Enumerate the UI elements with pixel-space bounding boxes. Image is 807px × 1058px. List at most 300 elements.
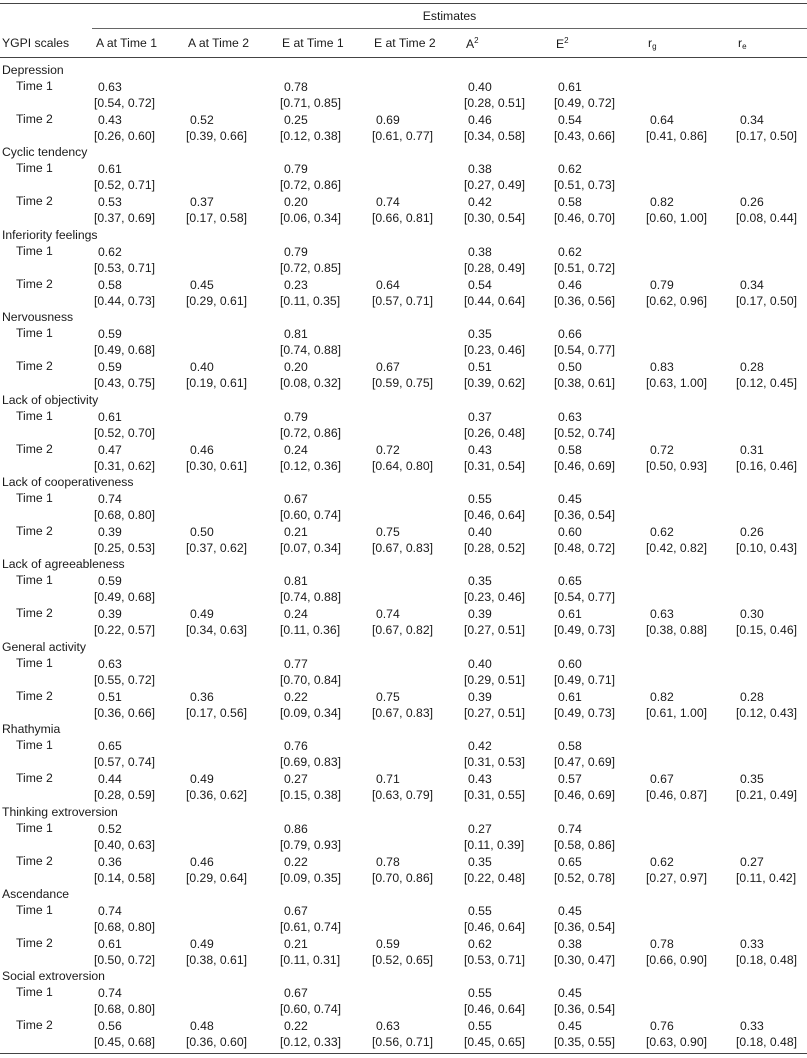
estimate-value: 0.76: [650, 1019, 674, 1034]
confidence-interval: [0.63, 1.00]: [646, 376, 707, 391]
header-rg: $r_g$: [648, 36, 657, 51]
time-1-label: Time 1: [16, 655, 53, 670]
confidence-interval: [0.12, 0.43]: [736, 705, 797, 720]
time-1-label: Time 1: [16, 573, 53, 588]
confidence-interval: [0.74, 0.88]: [280, 343, 341, 358]
confidence-interval: [0.49, 0.72]: [554, 96, 615, 110]
estimate-value: 0.62: [468, 937, 492, 951]
confidence-interval: [0.60, 0.74]: [280, 1002, 341, 1017]
confidence-interval: [0.28, 0.49]: [464, 260, 525, 275]
estimate-value: 0.67: [376, 360, 400, 375]
estimate-value: 0.69: [376, 113, 400, 127]
confidence-interval: [0.46, 0.69]: [554, 788, 615, 803]
estimate-value: 0.53: [98, 195, 122, 210]
confidence-interval: [0.61, 0.74]: [280, 920, 341, 934]
confidence-interval: [0.72, 0.86]: [280, 178, 341, 193]
estimate-value: 0.35: [468, 574, 492, 589]
confidence-interval: [0.36, 0.54]: [554, 508, 615, 522]
confidence-interval: [0.53, 0.71]: [464, 953, 525, 967]
confidence-interval: [0.27, 0.97]: [646, 870, 707, 885]
confidence-interval: [0.11, 0.42]: [736, 870, 797, 885]
estimate-value: 0.46: [558, 277, 582, 292]
estimate-value: 0.59: [98, 574, 122, 589]
confidence-interval: [0.22, 0.57]: [94, 623, 155, 638]
estimate-value: 0.63: [376, 1019, 400, 1034]
confidence-interval: [0.11, 0.39]: [464, 837, 525, 852]
time-2-label: Time 2: [16, 688, 53, 703]
estimate-value: 0.65: [558, 854, 582, 869]
estimate-value: 0.34: [740, 113, 764, 127]
estimate-value: 0.49: [190, 607, 214, 622]
estimate-value: 0.61: [558, 607, 582, 622]
estimate-value: 0.30: [740, 607, 764, 622]
time-1-label: Time 1: [16, 408, 53, 423]
estimate-value: 0.59: [98, 360, 122, 375]
confidence-interval: [0.66, 0.90]: [646, 953, 707, 967]
estimate-value: 0.51: [468, 360, 492, 375]
estimate-value: 0.44: [98, 772, 122, 787]
time-2-label: Time 2: [16, 936, 53, 950]
estimate-value: 0.74: [376, 195, 400, 210]
estimate-value: 0.59: [376, 937, 400, 951]
scale-name: Depression: [2, 63, 64, 77]
confidence-interval: [0.36, 0.62]: [186, 788, 247, 803]
confidence-interval: [0.38, 0.61]: [554, 376, 615, 391]
confidence-interval: [0.54, 0.77]: [554, 343, 615, 358]
confidence-interval: [0.48, 0.72]: [554, 541, 615, 555]
estimate-value: 0.78: [650, 937, 674, 951]
confidence-interval: [0.64, 0.80]: [372, 458, 433, 473]
estimate-value: 0.45: [558, 1019, 582, 1034]
estimate-value: 0.82: [650, 689, 674, 704]
scale-name: Nervousness: [2, 310, 74, 325]
confidence-interval: [0.43, 0.66]: [554, 129, 615, 143]
estimate-value: 0.45: [190, 277, 214, 292]
confidence-interval: [0.36, 0.56]: [554, 293, 615, 308]
confidence-interval: [0.70, 0.84]: [280, 672, 341, 687]
confidence-interval: [0.27, 0.51]: [464, 705, 525, 720]
confidence-interval: [0.69, 0.83]: [280, 755, 341, 770]
header-a-squared: $A^2$: [466, 36, 479, 51]
header-ygpi-scales: YGPI scales: [2, 36, 70, 50]
scale-name: Lack of cooperativeness: [2, 475, 134, 489]
confidence-interval: [0.39, 0.66]: [186, 129, 247, 143]
confidence-interval: [0.31, 0.62]: [94, 458, 155, 473]
confidence-interval: [0.70, 0.86]: [372, 870, 433, 885]
estimate-value: 0.60: [558, 656, 582, 671]
estimate-value: 0.75: [376, 689, 400, 704]
estimate-value: 0.58: [558, 442, 582, 457]
confidence-interval: [0.36, 0.54]: [554, 1002, 615, 1017]
confidence-interval: [0.21, 0.49]: [736, 788, 797, 803]
estimate-value: 0.56: [98, 1019, 122, 1034]
confidence-interval: [0.26, 0.48]: [464, 425, 525, 440]
header-e-squared: $E^2$: [556, 36, 569, 51]
confidence-interval: [0.46, 0.64]: [464, 1002, 525, 1017]
scale-name: Cyclic tendency: [2, 145, 88, 160]
estimate-value: 0.40: [468, 656, 492, 671]
estimate-value: 0.36: [190, 689, 214, 704]
estimate-value: 0.52: [98, 821, 122, 836]
estimates-spanner-label: Estimates: [422, 9, 477, 23]
estimate-value: 0.55: [468, 986, 492, 1001]
estimate-value: 0.71: [376, 772, 400, 787]
estimate-value: 0.55: [468, 904, 492, 918]
confidence-interval: [0.18, 0.48]: [736, 953, 797, 967]
estimate-value: 0.61: [98, 409, 122, 424]
header-re: $r_e$: [738, 36, 747, 51]
estimate-value: 0.81: [284, 574, 308, 589]
estimate-value: 0.74: [98, 986, 122, 1001]
confidence-interval: [0.52, 0.74]: [554, 425, 615, 440]
confidence-interval: [0.09, 0.34]: [280, 705, 341, 720]
estimate-value: 0.63: [650, 607, 674, 622]
confidence-interval: [0.40, 0.63]: [94, 837, 155, 852]
estimate-value: 0.61: [558, 80, 582, 94]
confidence-interval: [0.45, 0.68]: [94, 1035, 155, 1050]
scale-name: Lack of agreeableness: [2, 557, 125, 572]
estimate-value: 0.50: [558, 360, 582, 375]
estimate-value: 0.62: [558, 244, 582, 259]
estimate-value: 0.75: [376, 525, 400, 539]
confidence-interval: [0.50, 0.72]: [94, 953, 155, 967]
estimate-value: 0.23: [284, 277, 308, 292]
confidence-interval: [0.53, 0.71]: [94, 260, 155, 275]
time-2-label: Time 2: [16, 112, 53, 126]
confidence-interval: [0.11, 0.31]: [280, 953, 341, 967]
estimate-value: 0.46: [190, 854, 214, 869]
header-e-time1: E at Time 1: [282, 36, 344, 50]
estimate-value: 0.74: [98, 904, 122, 918]
estimate-value: 0.45: [558, 492, 582, 506]
estimate-value: 0.45: [558, 986, 582, 1001]
confidence-interval: [0.49, 0.73]: [554, 705, 615, 720]
confidence-interval: [0.25, 0.53]: [94, 541, 155, 555]
estimate-value: 0.63: [558, 409, 582, 424]
confidence-interval: [0.34, 0.58]: [464, 129, 525, 143]
estimate-value: 0.67: [650, 772, 674, 787]
confidence-interval: [0.52, 0.78]: [554, 870, 615, 885]
confidence-interval: [0.57, 0.74]: [94, 755, 155, 770]
confidence-interval: [0.28, 0.52]: [464, 541, 525, 555]
scale-name: Lack of objectivity: [2, 392, 99, 407]
estimate-value: 0.79: [284, 162, 308, 177]
estimate-value: 0.48: [190, 1019, 214, 1034]
estimate-value: 0.22: [284, 1019, 308, 1034]
confidence-interval: [0.14, 0.58]: [94, 870, 155, 885]
estimate-value: 0.33: [740, 1019, 764, 1034]
confidence-interval: [0.67, 0.82]: [372, 623, 433, 638]
estimate-value: 0.72: [376, 442, 400, 457]
estimate-value: 0.25: [284, 113, 308, 127]
estimate-value: 0.20: [284, 195, 308, 210]
time-2-label: Time 2: [16, 1018, 53, 1033]
estimate-value: 0.54: [558, 113, 582, 127]
estimate-value: 0.35: [740, 772, 764, 787]
confidence-interval: [0.27, 0.49]: [464, 178, 525, 193]
estimate-value: 0.74: [98, 492, 122, 506]
estimate-value: 0.38: [468, 244, 492, 259]
estimate-value: 0.74: [558, 821, 582, 836]
time-2-label: Time 2: [16, 194, 53, 209]
estimate-value: 0.74: [376, 607, 400, 622]
confidence-interval: [0.39, 0.62]: [464, 376, 525, 391]
estimate-value: 0.60: [558, 525, 582, 539]
estimate-value: 0.61: [98, 162, 122, 177]
estimate-value: 0.79: [284, 409, 308, 424]
estimate-value: 0.38: [558, 937, 582, 951]
confidence-interval: [0.71, 0.85]: [280, 96, 341, 110]
spanner-rule: [92, 28, 807, 29]
estimate-value: 0.59: [98, 327, 122, 342]
confidence-interval: [0.31, 0.53]: [464, 755, 525, 770]
confidence-interval: [0.30, 0.54]: [464, 211, 525, 226]
confidence-interval: [0.63, 0.90]: [646, 1035, 707, 1050]
estimate-value: 0.33: [740, 937, 764, 951]
confidence-interval: [0.12, 0.38]: [280, 129, 341, 143]
confidence-interval: [0.43, 0.75]: [94, 376, 155, 391]
confidence-interval: [0.72, 0.86]: [280, 425, 341, 440]
confidence-interval: [0.36, 0.60]: [186, 1035, 247, 1050]
estimate-value: 0.24: [284, 607, 308, 622]
confidence-interval: [0.46, 0.87]: [646, 788, 707, 803]
estimate-value: 0.27: [740, 854, 764, 869]
estimate-value: 0.58: [98, 277, 122, 292]
bottom-rule: [0, 1053, 807, 1054]
confidence-interval: [0.51, 0.73]: [554, 178, 615, 193]
confidence-interval: [0.11, 0.35]: [280, 293, 341, 308]
confidence-interval: [0.22, 0.48]: [464, 870, 525, 885]
confidence-interval: [0.60, 1.00]: [646, 211, 707, 226]
estimate-value: 0.82: [650, 195, 674, 210]
confidence-interval: [0.16, 0.46]: [736, 458, 797, 473]
confidence-interval: [0.44, 0.64]: [464, 293, 525, 308]
estimate-value: 0.55: [468, 492, 492, 506]
confidence-interval: [0.28, 0.51]: [464, 96, 525, 110]
scale-name: Inferiority feelings: [2, 227, 98, 242]
estimate-value: 0.36: [98, 854, 122, 869]
estimate-value: 0.39: [98, 607, 122, 622]
confidence-interval: [0.29, 0.51]: [464, 672, 525, 687]
estimate-value: 0.39: [468, 607, 492, 622]
confidence-interval: [0.08, 0.44]: [736, 211, 797, 226]
confidence-interval: [0.46, 0.69]: [554, 458, 615, 473]
estimate-value: 0.79: [284, 244, 308, 259]
estimate-value: 0.46: [190, 442, 214, 457]
estimate-value: 0.62: [558, 162, 582, 177]
estimate-value: 0.38: [468, 162, 492, 177]
confidence-interval: [0.28, 0.59]: [94, 788, 155, 803]
time-1-label: Time 1: [16, 161, 53, 176]
scale-name: Thinking extroversion: [2, 804, 118, 819]
estimate-value: 0.31: [740, 442, 764, 457]
time-2-label: Time 2: [16, 524, 53, 538]
estimate-value: 0.52: [190, 113, 214, 127]
confidence-interval: [0.72, 0.85]: [280, 260, 341, 275]
scale-name: Rhathymia: [2, 722, 61, 737]
estimate-value: 0.22: [284, 854, 308, 869]
estimate-value: 0.76: [284, 739, 308, 754]
estimate-value: 0.27: [468, 821, 492, 836]
estimate-value: 0.46: [468, 113, 492, 127]
confidence-interval: [0.49, 0.73]: [554, 623, 615, 638]
estimate-value: 0.83: [650, 360, 674, 375]
estimate-value: 0.58: [558, 739, 582, 754]
confidence-interval: [0.15, 0.46]: [736, 623, 797, 638]
confidence-interval: [0.30, 0.47]: [554, 953, 615, 967]
confidence-interval: [0.57, 0.71]: [372, 293, 433, 308]
estimate-value: 0.26: [740, 195, 764, 210]
confidence-interval: [0.30, 0.61]: [186, 458, 247, 473]
confidence-interval: [0.23, 0.46]: [464, 590, 525, 605]
estimate-value: 0.61: [98, 937, 122, 951]
confidence-interval: [0.62, 0.96]: [646, 293, 707, 308]
confidence-interval: [0.51, 0.72]: [554, 260, 615, 275]
estimate-value: 0.21: [284, 937, 308, 951]
confidence-interval: [0.61, 0.77]: [372, 129, 433, 143]
confidence-interval: [0.52, 0.70]: [94, 425, 155, 440]
confidence-interval: [0.38, 0.61]: [186, 953, 247, 967]
time-1-label: Time 1: [16, 243, 53, 258]
estimate-value: 0.37: [468, 409, 492, 424]
confidence-interval: [0.06, 0.34]: [280, 211, 341, 226]
estimate-value: 0.67: [284, 492, 308, 506]
confidence-interval: [0.08, 0.32]: [280, 376, 341, 391]
confidence-interval: [0.17, 0.50]: [736, 129, 797, 143]
confidence-interval: [0.12, 0.33]: [280, 1035, 341, 1050]
confidence-interval: [0.74, 0.88]: [280, 590, 341, 605]
confidence-interval: [0.66, 0.81]: [372, 211, 433, 226]
scale-name: Ascendance: [2, 887, 70, 901]
header-rule: [0, 57, 807, 58]
estimate-value: 0.49: [190, 937, 214, 951]
confidence-interval: [0.49, 0.71]: [554, 672, 615, 687]
time-1-label: Time 1: [16, 820, 53, 835]
estimate-value: 0.81: [284, 327, 308, 342]
estimate-value: 0.65: [98, 739, 122, 754]
confidence-interval: [0.46, 0.64]: [464, 508, 525, 522]
estimate-value: 0.27: [284, 772, 308, 787]
confidence-interval: [0.68, 0.80]: [94, 920, 155, 934]
confidence-interval: [0.60, 0.74]: [280, 508, 341, 522]
time-2-label: Time 2: [16, 771, 53, 786]
estimate-value: 0.57: [558, 772, 582, 787]
confidence-interval: [0.27, 0.51]: [464, 623, 525, 638]
confidence-interval: [0.17, 0.56]: [186, 705, 247, 720]
header-e-time2: E at Time 2: [374, 36, 436, 50]
estimate-value: 0.43: [98, 113, 122, 127]
top-rule: [0, 3, 807, 4]
estimate-value: 0.40: [190, 360, 214, 375]
estimate-value: 0.21: [284, 525, 308, 539]
estimate-value: 0.50: [190, 525, 214, 539]
confidence-interval: [0.41, 0.86]: [646, 129, 707, 143]
estimate-value: 0.66: [558, 327, 582, 342]
time-2-label: Time 2: [16, 441, 53, 456]
confidence-interval: [0.68, 0.80]: [94, 1002, 155, 1017]
confidence-interval: [0.09, 0.35]: [280, 870, 341, 885]
confidence-interval: [0.50, 0.93]: [646, 458, 707, 473]
confidence-interval: [0.42, 0.82]: [646, 541, 707, 555]
estimate-value: 0.67: [284, 986, 308, 1001]
confidence-interval: [0.12, 0.36]: [280, 458, 341, 473]
confidence-interval: [0.61, 1.00]: [646, 705, 707, 720]
estimate-value: 0.64: [650, 113, 674, 127]
confidence-interval: [0.10, 0.43]: [736, 541, 797, 555]
estimate-value: 0.63: [98, 656, 122, 671]
header-a-time2: A at Time 2: [188, 36, 249, 50]
confidence-interval: [0.59, 0.75]: [372, 376, 433, 391]
estimate-value: 0.24: [284, 442, 308, 457]
estimate-value: 0.40: [468, 80, 492, 94]
confidence-interval: [0.56, 0.71]: [372, 1035, 433, 1050]
confidence-interval: [0.67, 0.83]: [372, 705, 433, 720]
confidence-interval: [0.54, 0.77]: [554, 590, 615, 605]
time-1-label: Time 1: [16, 985, 53, 1000]
confidence-interval: [0.63, 0.79]: [372, 788, 433, 803]
estimate-value: 0.79: [650, 277, 674, 292]
confidence-interval: [0.46, 0.70]: [554, 211, 615, 226]
confidence-interval: [0.15, 0.38]: [280, 788, 341, 803]
estimate-value: 0.35: [468, 327, 492, 342]
confidence-interval: [0.38, 0.88]: [646, 623, 707, 638]
confidence-interval: [0.17, 0.58]: [186, 211, 247, 226]
header-a-time1: A at Time 1: [96, 36, 157, 50]
estimate-value: 0.49: [190, 772, 214, 787]
estimate-value: 0.42: [468, 739, 492, 754]
estimate-value: 0.58: [558, 195, 582, 210]
estimate-value: 0.62: [98, 244, 122, 259]
confidence-interval: [0.49, 0.68]: [94, 343, 155, 358]
time-2-label: Time 2: [16, 606, 53, 621]
estimate-value: 0.86: [284, 821, 308, 836]
estimate-value: 0.64: [376, 277, 400, 292]
estimate-value: 0.37: [190, 195, 214, 210]
estimate-value: 0.55: [468, 1019, 492, 1034]
estimate-value: 0.54: [468, 277, 492, 292]
scale-name: Social extroversion: [2, 969, 105, 984]
confidence-interval: [0.11, 0.36]: [280, 623, 341, 638]
confidence-interval: [0.67, 0.83]: [372, 541, 433, 555]
estimate-value: 0.20: [284, 360, 308, 375]
time-1-label: Time 1: [16, 491, 53, 505]
confidence-interval: [0.19, 0.61]: [186, 376, 247, 391]
time-2-label: Time 2: [16, 276, 53, 291]
confidence-interval: [0.34, 0.63]: [186, 623, 247, 638]
estimate-value: 0.28: [740, 360, 764, 375]
estimate-value: 0.67: [284, 904, 308, 918]
estimate-value: 0.78: [376, 854, 400, 869]
confidence-interval: [0.37, 0.69]: [94, 211, 155, 226]
estimate-value: 0.65: [558, 574, 582, 589]
confidence-interval: [0.17, 0.50]: [736, 293, 797, 308]
time-1-label: Time 1: [16, 79, 53, 93]
confidence-interval: [0.31, 0.55]: [464, 788, 525, 803]
estimate-value: 0.34: [740, 277, 764, 292]
estimate-value: 0.39: [98, 525, 122, 539]
confidence-interval: [0.12, 0.45]: [736, 376, 797, 391]
confidence-interval: [0.54, 0.72]: [94, 96, 155, 110]
confidence-interval: [0.52, 0.71]: [94, 178, 155, 193]
confidence-interval: [0.55, 0.72]: [94, 672, 155, 687]
estimate-value: 0.78: [284, 80, 308, 94]
estimate-value: 0.43: [468, 772, 492, 787]
confidence-interval: [0.35, 0.55]: [554, 1035, 615, 1050]
estimate-value: 0.77: [284, 656, 308, 671]
confidence-interval: [0.36, 0.54]: [554, 920, 615, 934]
confidence-interval: [0.37, 0.62]: [186, 541, 247, 555]
estimate-value: 0.35: [468, 854, 492, 869]
